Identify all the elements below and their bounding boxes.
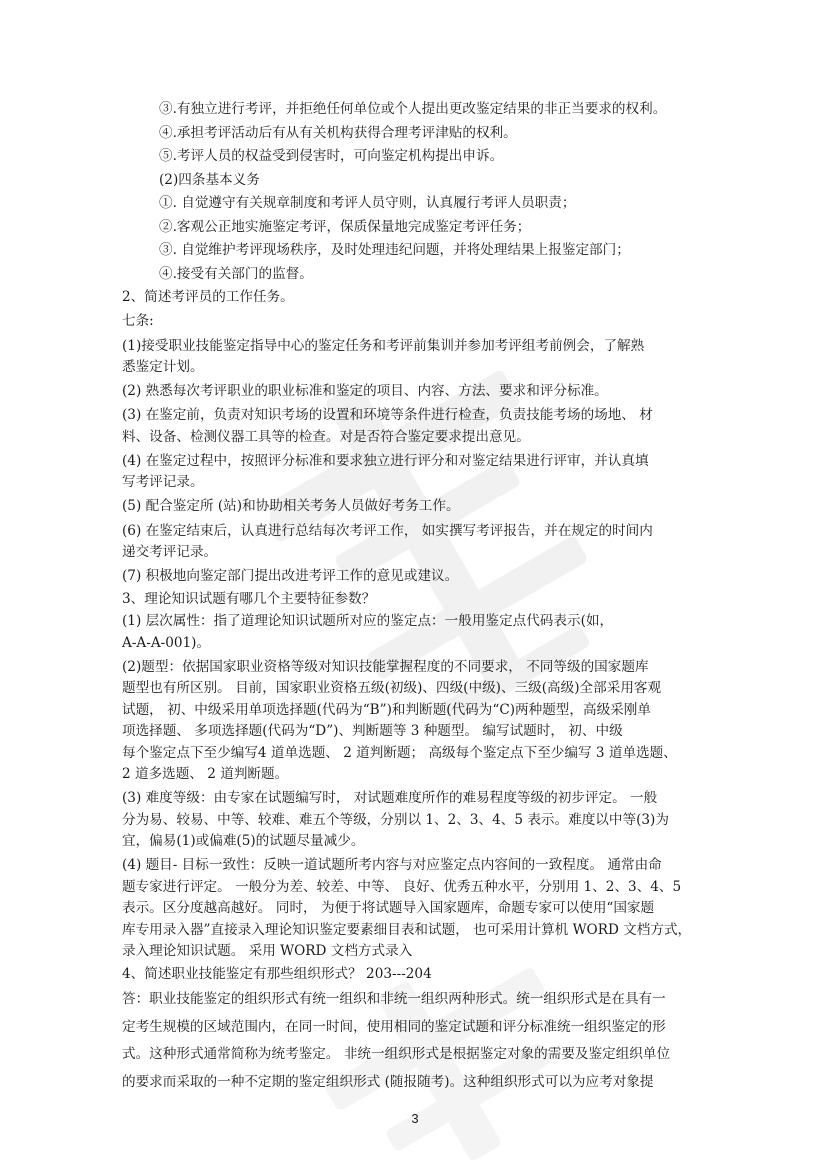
task-line: (7) 积极地向鉴定部门提出改进考评工作的意见或建议。 [122,568,459,585]
param-line: 库专用录入器”直接录入理论知识鉴定要素细目表和试题， 也可采用计算机 WORD 文档方式， [122,921,692,938]
param-line: A-A-A-001)。 [122,634,211,651]
param-line: 题型也有所区别。 目前，国家职业资格五级(初级)、四级(中级)、三级(高级)全部采用客观 [122,680,662,697]
task-line: (3) 在鉴定前，负责对知识考场的设置和环境等条件进行检查，负责技能考场的场地、 材 [122,407,653,424]
param-line: 题专家进行评定。 一般分为差、较差、中等、 良好、优秀五种水平，分别用 1、2、3、4、5 [122,878,682,895]
duty-item-1: ①. 自觉遵守有关规章制度和考评人员守则，认真履行考评人员职责； [159,195,576,211]
duty-item-3: ③. 自觉维护考评现场秩序，及时处理违纪问题，并将处理结果上报鉴定部门； [159,242,630,258]
task-line: (6) 在鉴定结束后，认真进行总结每次考评工作， 如实撰写考评报告，并在规定的时间内 [122,522,653,539]
task-item-6 [122,521,712,564]
param-line: 分为易、较易、中等、较难、难五个等级，分别以 1、2、3、4、5 表示。难度以中等(3)为 [122,811,669,828]
param-line: 项选择题、 多项选择题(代码为“D”)、判断题等 3 种题型。 编写试题时， 初、中级 [122,723,623,740]
rights-item-4: ④.承担考评活动后有从有关机构获得合理考评津贴的权利。 [159,124,517,141]
task-item-7 [122,566,712,588]
param-line: 录入理论知识试题。 采用 WORD 文档方式录入 [122,943,413,960]
param-line: (2)题型：依据国家职业资格等级对知识技能掌握程度的不同要求， 不同等级的国家题库 [122,658,649,675]
param-item-4 [122,855,712,963]
duty-item-4: ④.接受有关部门的监督。 [159,265,313,282]
param-item-1 [122,611,712,654]
param-line: 2 道多选题、 2 道判断题。 [122,766,289,783]
task-line: (5) 配合鉴定所 (站)和协助相关考务人员做好考务工作。 [122,498,460,515]
duty-item-2: ②.客观公正地实施鉴定考评，保质保量地完成鉴定考评任务； [159,218,531,235]
param-line: 宜，偏易(1)或偏难(5)的试题尽量减少。 [122,833,365,850]
param-item-2 [122,657,712,786]
task-item-1 [122,336,712,379]
answer-line: 式。这种形式通常简称为统考鉴定。 非统一组织形式是根据鉴定对象的需要及鉴定组织单位 [122,1046,671,1063]
task-line: 递交考评记录。 [122,544,218,561]
param-line: (1) 层次属性：指了道理论知识试题所对应的鉴定点：一般用鉴定点代码表示(如， [122,613,614,630]
task-line: 写考评记录。 [122,474,204,491]
rights-item-5: ⑤.考评人员的权益受到侵害时，可向鉴定机构提出申诉。 [159,148,504,164]
question-2-heading: 2、简述考评员的工作任务。 [122,289,294,305]
task-line: 料、设备、检测仪器工具等的检查。对是否符合鉴定要求提出意见。 [122,428,530,445]
task-line: 悉鉴定计划。 [122,359,204,376]
task-item-2 [122,381,712,403]
answer-4 [122,986,712,1096]
task-item-4 [122,451,712,494]
task-line: (2) 熟悉每次考评职业的职业标准和鉴定的项目、内容、方法、要求和评分标准。 [122,383,608,400]
page-number: 3 [411,1111,419,1126]
answer-line: 的要求而采取的一种不定期的鉴定组织形式 (随报随考)。这种组织形式可以为应考对象提 [122,1073,654,1090]
document-body [122,98,712,1096]
question-4-heading: 4、简述职业技能鉴定有那些组织形式？ 203---204 [122,965,432,982]
task-line: (1)接受职业技能鉴定指导中心的鉴定任务和考评前集训并参加考评组考前例会，了解熟 [122,337,645,354]
duties-heading: (2)四条基本义务 [159,171,260,188]
task-line: (4) 在鉴定过程中，按照评分标准和要求独立进行评分和对鉴定结果进行评审，并认真填 [122,452,649,469]
answer-line: 定考生规模的区域范围内，在同一时间，使用相同的鉴定试题和评分标准统一组织鉴定的形 [122,1018,666,1035]
param-line: 每个鉴定点下至少编写4 道单选题、 2 道判断题； 高级每个鉴定点下至少编写 3 道单选题、 [122,744,677,761]
duties-list [122,192,712,286]
question-3-heading: 3、理论知识试题有哪几个主要特征参数？ [122,590,376,607]
task-item-3 [122,405,712,448]
rights-item-3: ③.有独立进行考评，并拒绝任何单位或个人提出更改鉴定结果的非正当要求的权利。 [159,101,667,117]
question-2-intro: 七条: [122,312,154,329]
param-line: 表示。区分度越高越好。 同时， 为便于将试题导入国家题库，命题专家可以使用“国家题 [122,900,655,917]
param-line: (4) 题目- 目标一致性：反映一道试题所考内容与对应鉴定点内容间的一致程度。 通常由命 [122,857,662,874]
task-item-5 [122,496,712,518]
param-line: 试题， 初、中级采用单项选择题(代码为“B”)和判断题(代码为“C)两种题型，高级采刚单 [122,701,651,718]
param-item-3 [122,788,712,853]
task-list [122,333,712,588]
answer-line: 答：职业技能鉴定的组织形式有统一组织和非统一组织两种形式。统一组织形式是在具有一 [122,991,666,1008]
rights-list [122,98,712,169]
param-line: (3) 难度等级：由专家在试题编写时， 对试题难度所作的难易程度等级的初步评定。 一般 [122,790,658,807]
param-list [122,611,712,963]
